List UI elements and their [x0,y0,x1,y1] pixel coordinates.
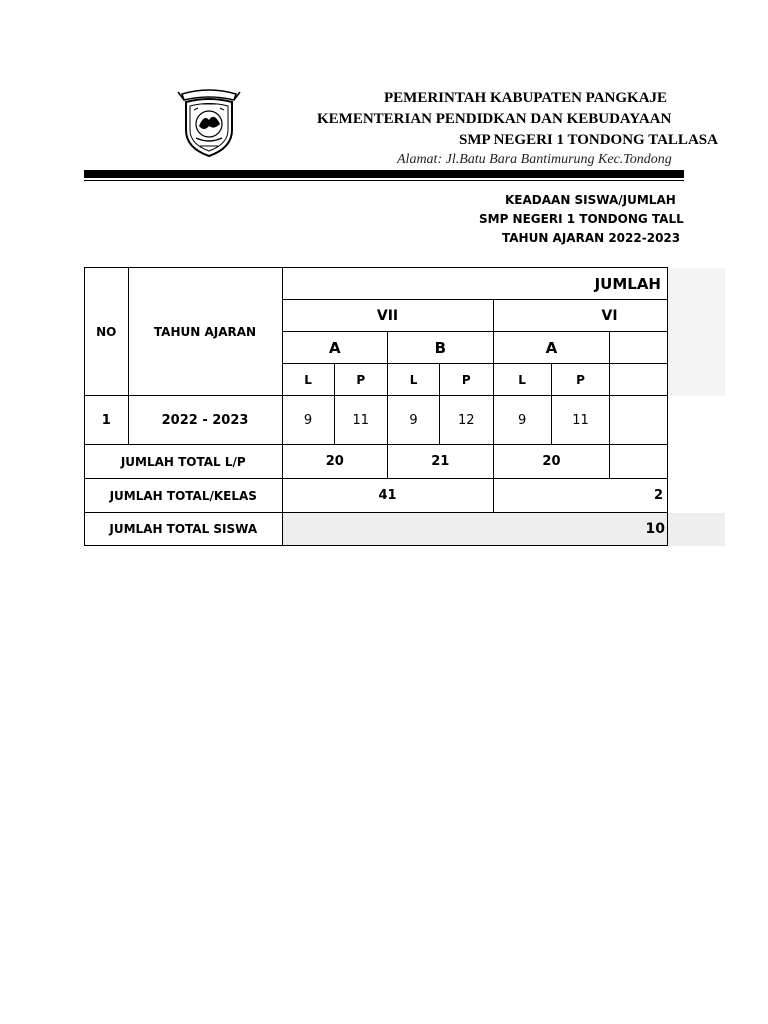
header-jumlah: JUMLAH [282,268,667,300]
total-kelas-label: JUMLAH TOTAL/KELAS [85,479,283,513]
row-value: 11 [551,396,610,445]
kop-address: Alamat: Jl.Batu Bara Bantimurung Kec.Tondong [397,152,672,167]
row-value: 9 [388,396,440,445]
total-lp-label: JUMLAH TOTAL L/P [85,445,283,479]
row-value: 12 [440,396,494,445]
row-value: 11 [334,396,388,445]
kop-divider-thick [84,170,684,178]
regency-emblem-icon [176,86,242,160]
kop-line-1: PEMERINTAH KABUPATEN PANGKAJE [384,90,668,106]
header-class-a: A [282,332,388,364]
total-lp-value: 21 [388,445,494,479]
row-tahun: 2022 - 2023 [128,396,282,445]
kop-line-2: KEMENTERIAN PENDIDKAN DAN KEBUDAYAAN [317,111,672,127]
total-lp-value: 20 [493,445,610,479]
total-siswa-label: JUMLAH TOTAL SISWA [85,513,283,546]
header-gender: P [551,364,610,396]
header-tahun-ajaran: TAHUN AJARAN [128,268,282,396]
header-grade-vii: VII [282,300,493,332]
subtitle-line-3: TAHUN AJARAN 2022-2023 [502,231,681,245]
sheet-bg-shade [668,268,725,396]
header-gender: L [282,364,334,396]
total-kelas-value: 41 [282,479,493,513]
total-kelas-value: 2 [493,479,667,513]
header-gender: L [388,364,440,396]
header-gender: P [440,364,494,396]
row-value: 9 [493,396,551,445]
subtitle-line-1: KEADAAN SISWA/JUMLAH [505,193,676,207]
total-siswa-value: 10 [282,513,667,546]
row-no: 1 [85,396,129,445]
header-gender: L [493,364,551,396]
header-class-a-viii: A [493,332,610,364]
total-lp-value: 20 [282,445,388,479]
kop-divider-thin [84,180,684,181]
header-no: NO [85,268,129,396]
kop-line-3: SMP NEGERI 1 TONDONG TALLASA [459,132,718,148]
subtitle-line-2: SMP NEGERI 1 TONDONG TALL [479,212,684,226]
sheet-bg-shade-bottom [668,513,725,546]
header-grade-viii: VI [493,300,667,332]
row-value: 9 [282,396,334,445]
header-gender: P [334,364,388,396]
header-class-b: B [388,332,494,364]
student-count-table [84,267,668,546]
